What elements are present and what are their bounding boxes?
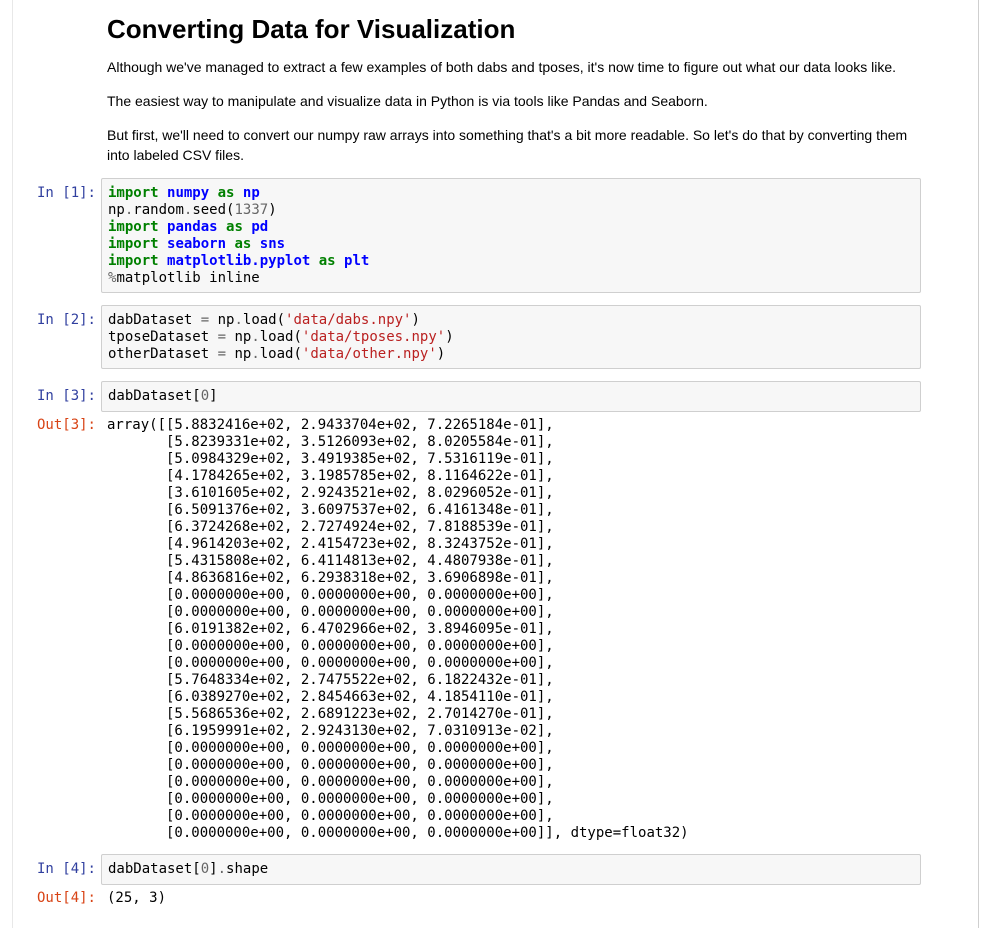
code-line: tposeDataset = np.load('data/tposes.npy') bbox=[108, 329, 454, 345]
code-cell-index[interactable] bbox=[101, 381, 921, 412]
section-heading: Converting Data for Visualization bbox=[107, 14, 516, 44]
output-line: [3.6101605e+02, 2.9243521e+02, 8.0296052e-01], bbox=[107, 485, 554, 501]
output-line: [5.8239331e+02, 3.5126093e+02, 8.0205584e-01], bbox=[107, 434, 554, 450]
cell-output-array bbox=[107, 417, 689, 842]
cell-output-shape bbox=[107, 890, 166, 907]
output-line: [0.0000000e+00, 0.0000000e+00, 0.0000000e+00], bbox=[107, 740, 554, 756]
input-prompt: In [1]: bbox=[36, 185, 96, 201]
code-line: import pandas as pd bbox=[108, 219, 269, 235]
code-editor[interactable] bbox=[108, 185, 369, 287]
output-line: [6.3724268e+02, 2.7274924e+02, 7.8188539e-01], bbox=[107, 519, 554, 535]
output-line: [6.1959991e+02, 2.9243130e+02, 7.0310913e-02], bbox=[107, 723, 554, 739]
input-prompt: In [3]: bbox=[36, 388, 96, 404]
tools-paragraph: The easiest way to manipulate and visualize data in Python is via tools like Pandas and Seaborn. bbox=[107, 93, 708, 109]
code-cell-imports[interactable] bbox=[101, 178, 921, 293]
output-line: [5.7648334e+02, 2.7475522e+02, 6.1822432e-01], bbox=[107, 672, 554, 688]
code-line: otherDataset = np.load('data/other.npy') bbox=[108, 346, 446, 362]
output-line: [6.5091376e+02, 3.6097537e+02, 6.4161348e-01], bbox=[107, 502, 554, 518]
output-line: [5.0984329e+02, 3.4919385e+02, 7.5316119e-01], bbox=[107, 451, 554, 467]
output-line: [0.0000000e+00, 0.0000000e+00, 0.0000000e+00], bbox=[107, 604, 554, 620]
left-gutter bbox=[0, 0, 13, 928]
code-editor[interactable] bbox=[108, 312, 454, 363]
output-line: (25, 3) bbox=[107, 890, 167, 906]
code-cell-load[interactable] bbox=[101, 305, 921, 369]
output-line: [4.9614203e+02, 2.4154723e+02, 8.3243752e-01], bbox=[107, 536, 554, 552]
code-editor[interactable] bbox=[108, 861, 268, 878]
output-line: [0.0000000e+00, 0.0000000e+00, 0.0000000e+00], bbox=[107, 757, 554, 773]
output-line: [5.5686536e+02, 2.6891223e+02, 2.7014270e-01], bbox=[107, 706, 554, 722]
code-editor[interactable] bbox=[108, 388, 218, 405]
code-line: dabDataset[0] bbox=[108, 388, 218, 404]
output-line: [0.0000000e+00, 0.0000000e+00, 0.0000000e+00], bbox=[107, 655, 554, 671]
intro-paragraph: Although we've managed to extract a few examples of both dabs and tposes, it's now time to figure out what our data looks like. bbox=[107, 59, 897, 75]
output-line: array([[5.8832416e+02, 2.9433704e+02, 7.2265184e-01], bbox=[107, 417, 554, 433]
output-line: [0.0000000e+00, 0.0000000e+00, 0.0000000e+00], bbox=[107, 808, 554, 824]
output-line: [5.4315808e+02, 6.4114813e+02, 4.4807938e-01], bbox=[107, 553, 554, 569]
output-line: [0.0000000e+00, 0.0000000e+00, 0.0000000e+00], bbox=[107, 791, 554, 807]
code-line: np.random.seed(1337) bbox=[108, 202, 277, 218]
input-prompt: In [2]: bbox=[36, 312, 96, 328]
code-line: import matplotlib.pyplot as plt bbox=[108, 253, 370, 269]
output-line: [0.0000000e+00, 0.0000000e+00, 0.0000000e+00], bbox=[107, 587, 554, 603]
code-line: dabDataset = np.load('data/dabs.npy') bbox=[108, 312, 420, 328]
output-line: [0.0000000e+00, 0.0000000e+00, 0.0000000e+00], bbox=[107, 774, 554, 790]
code-line: %matplotlib inline bbox=[108, 270, 260, 286]
input-prompt: In [4]: bbox=[36, 861, 96, 877]
code-cell-shape[interactable] bbox=[101, 854, 921, 885]
output-line: [6.0191382e+02, 6.4702966e+02, 3.8946095e-01], bbox=[107, 621, 554, 637]
convert-paragraph: But first, we'll need to convert our numpy raw arrays into something that's a bit more readable. So let's do that by converting them into labeled CSV files. bbox=[107, 127, 908, 163]
output-line: [4.1784265e+02, 3.1985785e+02, 8.1164622e-01], bbox=[107, 468, 554, 484]
output-line: [6.0389270e+02, 2.8454663e+02, 4.1854110e-01], bbox=[107, 689, 554, 705]
code-line: dabDataset[0].shape bbox=[108, 861, 269, 877]
output-prompt: Out[4]: bbox=[36, 890, 96, 906]
notebook-right-border bbox=[978, 0, 979, 928]
output-prompt: Out[3]: bbox=[36, 417, 96, 433]
output-line: [4.8636816e+02, 6.2938318e+02, 3.6906898e-01], bbox=[107, 570, 554, 586]
output-line: [0.0000000e+00, 0.0000000e+00, 0.0000000e+00]], dtype=float32) bbox=[107, 825, 689, 841]
code-line: import seaborn as sns bbox=[108, 236, 286, 252]
output-line: [0.0000000e+00, 0.0000000e+00, 0.0000000e+00], bbox=[107, 638, 554, 654]
code-line: import numpy as np bbox=[108, 185, 260, 201]
